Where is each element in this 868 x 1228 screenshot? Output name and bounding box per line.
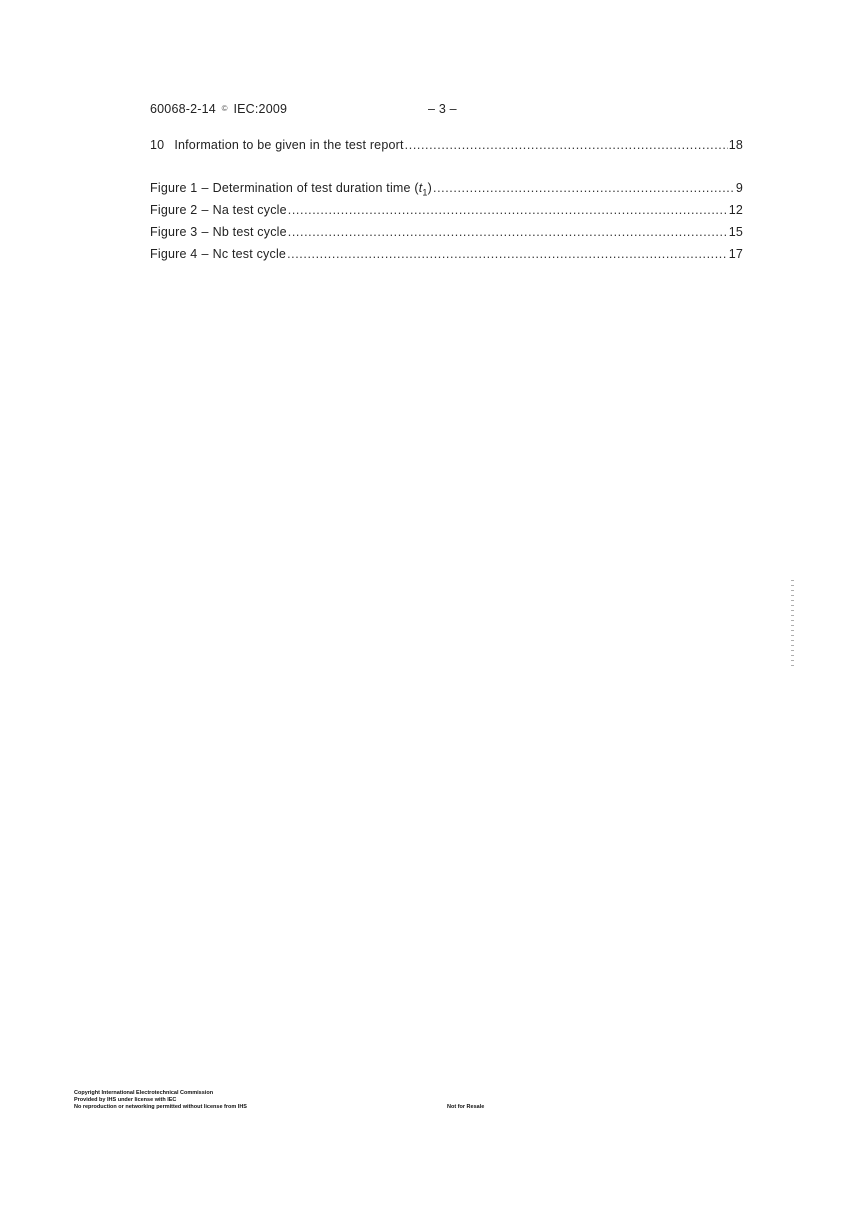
toc-figure-entry[interactable] — [150, 203, 743, 225]
figure-label: Figure 2 — [150, 203, 198, 217]
toc-page-number: 9 — [735, 181, 743, 195]
toc-entry-label — [150, 203, 287, 217]
footer-license-line: Provided by IHS under license with IEC — [74, 1097, 177, 1103]
organization-edition: IEC:2009 — [233, 102, 288, 116]
toc-page-number: 17 — [728, 247, 743, 261]
clause-title: Information to be given in the test report — [174, 138, 404, 152]
scan-margin-marks — [791, 580, 794, 666]
toc-page-number: 18 — [728, 138, 743, 152]
clause-number: 10 — [150, 138, 165, 152]
dot-leader — [287, 247, 728, 261]
toc-figures — [150, 181, 743, 269]
toc-entry-label — [150, 225, 287, 239]
figure-label: Figure 3 — [150, 225, 198, 239]
toc-figure-entry[interactable] — [150, 181, 743, 203]
figure-title: Nc test cycle — [212, 247, 287, 261]
dot-leader — [433, 181, 735, 195]
copyright-symbol: © — [221, 104, 228, 113]
copyright-footer — [74, 1090, 594, 1111]
figure-label: Figure 4 — [150, 247, 198, 261]
footer-copyright-line: Copyright International Electrotechnical Commission — [74, 1090, 214, 1096]
toc-clauses — [150, 138, 743, 160]
toc-figure-entry[interactable] — [150, 225, 743, 247]
page-header — [150, 102, 743, 120]
figure-title-prefix: Determination of test duration time ( — [212, 181, 419, 195]
figure-separator: – — [201, 247, 209, 261]
not-for-resale-label: Not for Resale — [447, 1104, 485, 1110]
figure-separator: – — [201, 203, 209, 217]
page-number: – 3 – — [428, 102, 457, 116]
figure-separator: – — [201, 225, 209, 239]
figure-separator: – — [201, 181, 209, 195]
dot-leader — [288, 203, 728, 217]
toc-entry[interactable] — [150, 138, 743, 160]
toc-page-number: 15 — [728, 225, 743, 239]
dot-leader — [288, 225, 728, 239]
toc-figure-entry[interactable] — [150, 247, 743, 269]
time-subscript: 1 — [422, 187, 428, 198]
standard-reference — [150, 102, 287, 116]
figure-title: Na test cycle — [212, 203, 287, 217]
footer-reproduction-line: No reproduction or networking permitted without license from IHS — [74, 1104, 247, 1110]
time-symbol: t — [418, 181, 423, 195]
toc-entry-label — [150, 181, 432, 198]
dot-leader — [405, 138, 728, 152]
figure-title: Nb test cycle — [212, 225, 287, 239]
toc-page-number: 12 — [728, 203, 743, 217]
toc-entry-label — [150, 247, 286, 261]
figure-title-suffix: ) — [427, 181, 433, 195]
toc-entry-label — [150, 138, 404, 152]
standard-number: 60068-2-14 — [150, 102, 216, 116]
figure-label: Figure 1 — [150, 181, 198, 195]
